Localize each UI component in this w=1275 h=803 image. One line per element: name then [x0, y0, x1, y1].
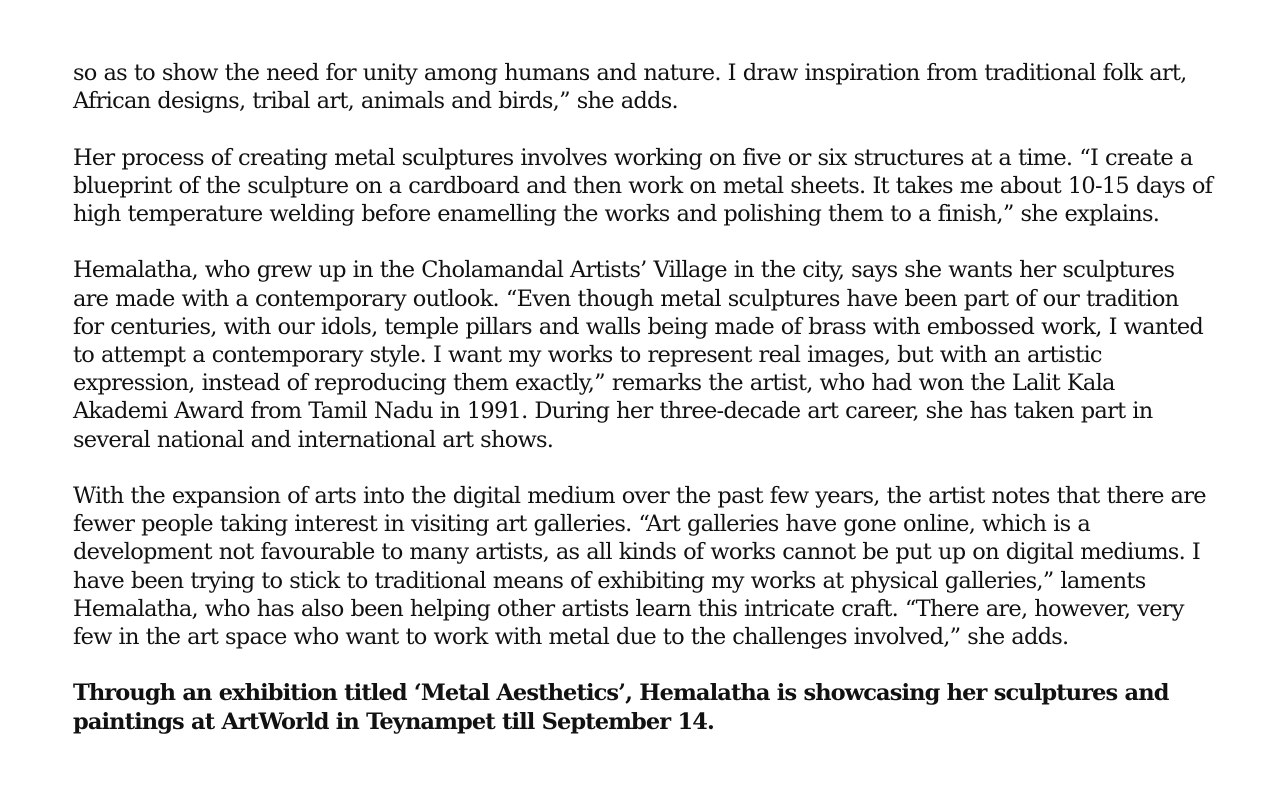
- article-paragraph-background: Hemalatha, who grew up in the Cholamandal Artists’ Village in the city, says she wants her sculptures are made with a contemporary outlook. “Even though metal sculptures have been part of our tradition for centuries, with our idols, temple pillars and walls being made of brass with embossed work, I wanted to attempt a contemporary style. I want my works to represent real images, but with an artistic expression, instead of reproducing them exactly,” remarks the artist, who had won the Lalit Kala Akademi Award from Tamil Nadu in 1991. During her three-decade art career, she has taken part in several national and international art shows.: [73, 257, 1204, 453]
- article-paragraph-inspiration: so as to show the need for unity among humans and nature. I draw inspiration from traditional folk art, African designs, tribal art, animals and birds,” she adds.: [73, 60, 1187, 115]
- article-paragraph-process: Her process of creating metal sculptures involves working on five or six structures at a time. “I create a blueprint of the sculpture on a cardboard and then work on metal sheets. It takes me about 10-15 days of high temperature welding before enamelling the works and polishing them to a finish,” she explains.: [73, 144, 1213, 227]
- exhibition-note: Through an exhibition titled ‘Metal Aesthetics’, Hemalatha is showcasing her sculptures and paintings at ArtWorld in Teynampet till September 14.: [73, 680, 1169, 735]
- article-paragraph-digital-medium: With the expansion of arts into the digital medium over the past few years, the artist notes that there are fewer people taking interest in visiting art galleries. “Art galleries have gone online, which is a development not favourable to many artists, as all kinds of works cannot be put up on digital mediums. I have been trying to stick to traditional means of exhibiting my works at physical galleries,” laments Hemalatha, who has also been helping other artists learn this intricate craft. “There are, however, very few in the art space who want to work with metal due to the challenges involved,” she adds.: [73, 483, 1206, 651]
